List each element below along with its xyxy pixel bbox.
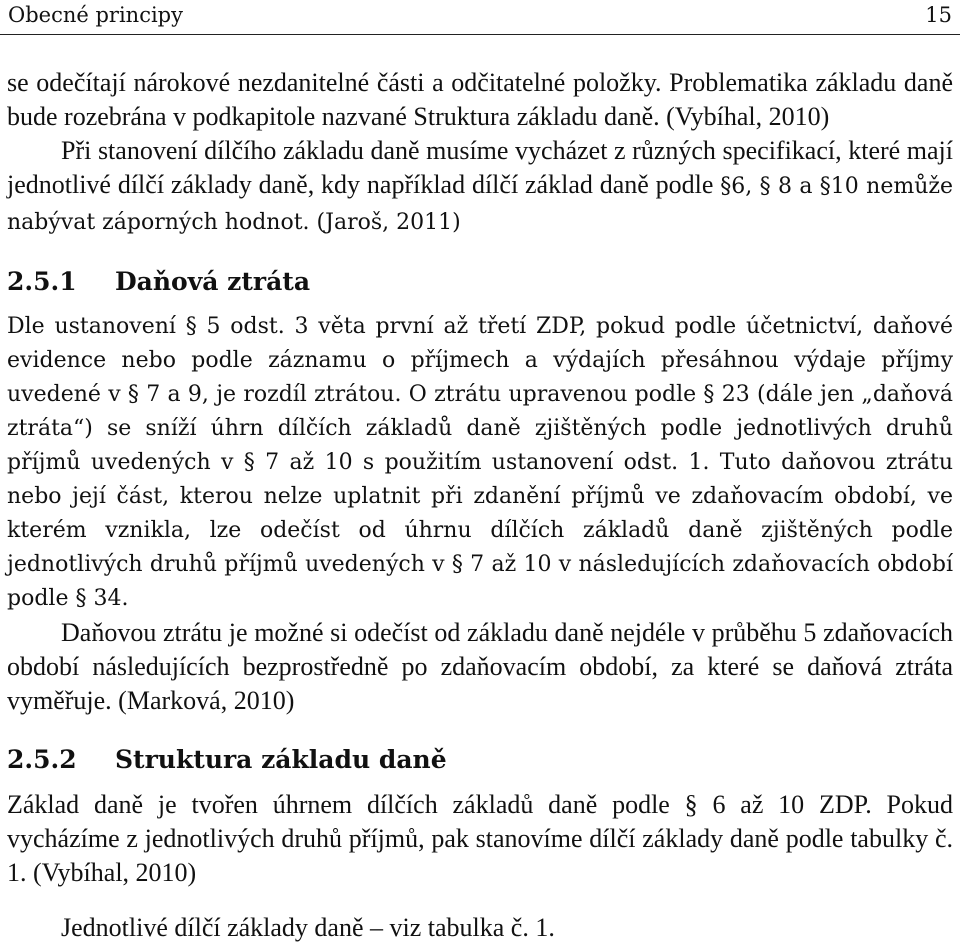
section-title: Struktura základu daně [115, 745, 447, 774]
section-number: 2.5.1 [7, 267, 77, 296]
paragraph-ztrata-definition: Dle ustanovení § 5 odst. 3 věta první až třetí ZDP, pokud podle účetnictví, daňové evidence nebo podle záznamu o příjmech a výdajích přesáhnou výdaje příjmy uvedené v § 7 a 9, je rozdíl ztrátou. O ztrátu upravenou podle § 23 (dále jen „daňová ztráta“) se sníží úhrn dílčích základů daně zjištěných podle jednotlivých druhů příjmů uvedených v § 7 až 10 s použitím ustanovení odst. 1. Tuto daňovou ztrátu nebo její část, kterou nelze uplatnit při zdanění příjmů ve zdaňovacím období, ve kterém vznikla, lze odečíst od úhrnu dílčích základů daně zjištěných podle jednotlivých druhů příjmů uvedených v § 7 až 10 v následujících zdaňovacích období podle § 34. [7, 314, 953, 611]
paragraph-ztrata-period: Daňovou ztrátu je možné si odečíst od základu daně nejdéle v průběhu 5 zdaňovacích období následujících bezprostředně po zdaňovacím období, za které se daňová ztráta vyměřuje. (Marková, 2010) [7, 618, 953, 715]
header-section-title: Obecné principy [8, 3, 183, 27]
paragraph-table-reference: Jednotlivé dílčí základy daně – viz tabulka č. 1. [61, 913, 555, 942]
paragraph-specifika [7, 134, 953, 240]
paragraph-struktura: Základ daně je tvořen úhrnem dílčích základů daně podle § 6 až 10 ZDP. Pokud vycházíme z jednotlivých druhů příjmů, pak stanovíme dílčí základy daně podle tabulky č. 1. (Vybíhal, 2010) [7, 790, 953, 887]
section-number: 2.5.2 [7, 745, 77, 774]
paragraph-specifika-text: Při stanovení dílčího základu daně musíme vycházet z různých specifikací, které mají jednotlivé dílčí základy daně, kdy například dílčí základ daně podle [7, 136, 953, 199]
body-text [7, 66, 953, 945]
paragraph-specifika-tail: §6, § 8 a §10 nemůže nabývat záporných hodnot. (Jaroš, 2011) [7, 174, 953, 235]
page-number: 15 [925, 3, 952, 27]
section-title: Daňová ztráta [115, 267, 311, 296]
running-header [0, 0, 960, 35]
section-heading-2-5-2 [7, 743, 953, 777]
section-heading-2-5-1 [7, 265, 953, 299]
paragraph-intro: se odečítají nárokové nezdanitelné části a odčitatelné položky. Problematika základu daně bude rozebrána v podkapitole nazvané Struktura základu daně. (Vybíhal, 2010) [7, 68, 953, 131]
